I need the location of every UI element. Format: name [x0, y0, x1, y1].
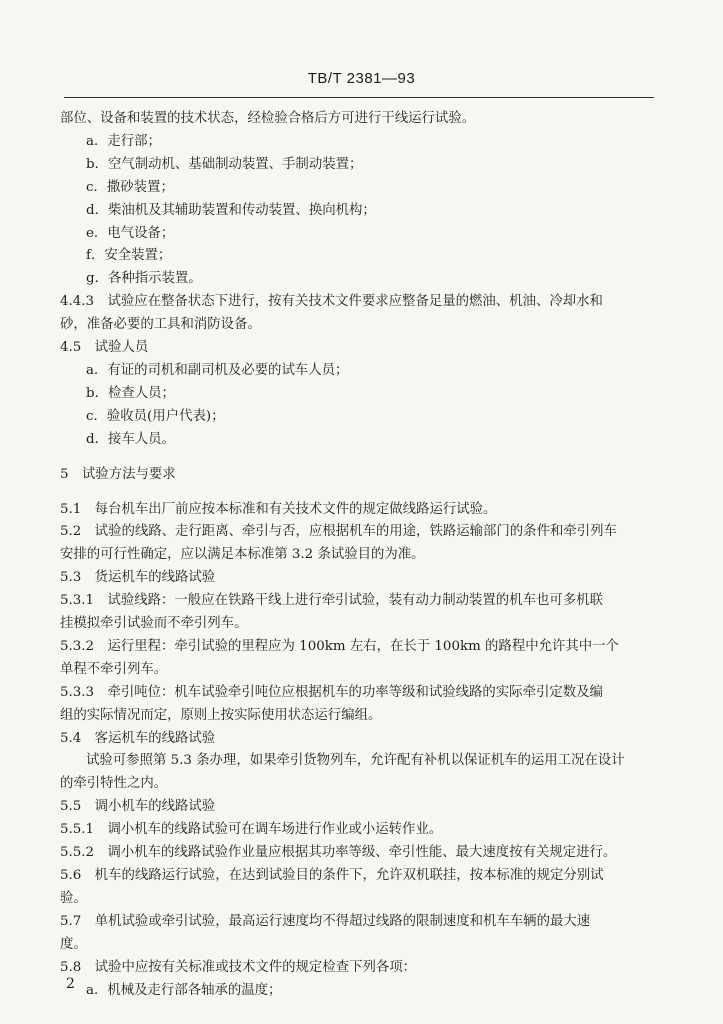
list-item: a．走行部； [86, 133, 161, 149]
text-line: 挂模拟牵引试验而不牵引列车。 [60, 616, 248, 632]
section-line: 5 试验方法与要求 [60, 466, 176, 482]
spacer [60, 487, 660, 499]
list-item: f．安全装置； [86, 248, 172, 264]
section-line: 5.7 单机试验或牵引试验，最高运行速度均不得超过线路的限制速度和机车车辆的最大速 [60, 913, 591, 929]
section-line: 4.5 试验人员 [60, 340, 149, 356]
document-body [60, 108, 660, 1002]
section-line: 5.3.2 运行里程：牵引试验的里程应为 100km 左右，在长于 100km 的路程中允许其中一个 [60, 638, 619, 654]
section-line: 5.6 机车的线路运行试验，在达到试验目的条件下，允许双机联挂，按本标准的规定分别试 [60, 868, 604, 883]
list-item: d．接车人员。 [86, 431, 175, 447]
section-line: 5.8 试验中应按有关标准或技术文件的规定检查下列各项： [60, 959, 417, 975]
text-line: 砂，准备必要的工具和消防设备。 [60, 317, 261, 333]
section-line: 5.3 货运机车的线路试验 [60, 570, 216, 586]
text-line: 试验可参照第 5.3 条办理，如果牵引货物列车，允许配有补机以保证机车的运用工况在设计 [86, 753, 625, 769]
section-line: 5.5.2 调小机车的线路试验作业量应根据其功率等级、牵引性能、最大速度按有关规定进行。 [60, 845, 617, 861]
list-item: a．有证的司机和副司机及必要的试车人员； [86, 362, 349, 378]
text-line: 单程不牵引列车。 [60, 661, 168, 677]
list-item: b．检查人员； [86, 385, 175, 401]
page-number: 2 [66, 976, 75, 992]
list-item: c．撒砂装置； [86, 179, 174, 195]
list-item: a．机械及走行部各轴承的温度； [86, 982, 282, 998]
spacer [60, 452, 660, 464]
list-item: e．电气设备； [86, 225, 175, 241]
section-line: 5.2 试验的线路、走行距离、牵引与否，应根据机车的用途，铁路运输部门的条件和牵引列车 [60, 524, 617, 540]
list-item: c．验收员(用户代表)； [86, 408, 225, 424]
section-line: 5.3.3 牵引吨位：机车试验牵引吨位应根据机车的功率等级和试验线路的实际牵引定数及编 [60, 684, 603, 700]
list-item: b．空气制动机、基础制动装置、手制动装置； [86, 156, 363, 172]
section-line: 4.4.3 试验应在整备状态下进行，按有关技术文件要求应整备足量的燃油、机油、冷却水和 [60, 294, 603, 310]
list-item: g．各种指示装置。 [86, 271, 202, 287]
section-line: 5.4 客运机车的线路试验 [60, 730, 216, 746]
header-rule [64, 97, 654, 98]
text-line: 安排的可行性确定，应以满足本标准第 3.2 条试验目的为准。 [60, 547, 425, 563]
section-line: 5.5.1 调小机车的线路试验可在调车场进行作业或小运转作业。 [60, 822, 443, 838]
text-line: 的牵引特性之内。 [60, 776, 168, 792]
section-line: 5.5 调小机车的线路试验 [60, 799, 216, 815]
section-line: 5.1 每台机车出厂前应按本标准和有关技术文件的规定做线路运行试验。 [60, 501, 497, 517]
text-line: 部位、设备和装置的技术状态，经检验合格后方可进行干线运行试验。 [60, 111, 476, 126]
text-line: 度。 [60, 936, 87, 952]
section-line: 5.3.1 试验线路：一般应在铁路干线上进行牵引试验，装有动力制动装置的机车也可多机联 [60, 593, 603, 609]
text-line: 验。 [60, 890, 87, 906]
list-item: d．柴油机及其辅助装置和传动装置、换向机构； [86, 202, 376, 218]
document-header: TB/T 2381—93 [307, 70, 416, 87]
text-line: 组的实际情况而定，原则上按实际使用状态运行编组。 [60, 707, 382, 723]
